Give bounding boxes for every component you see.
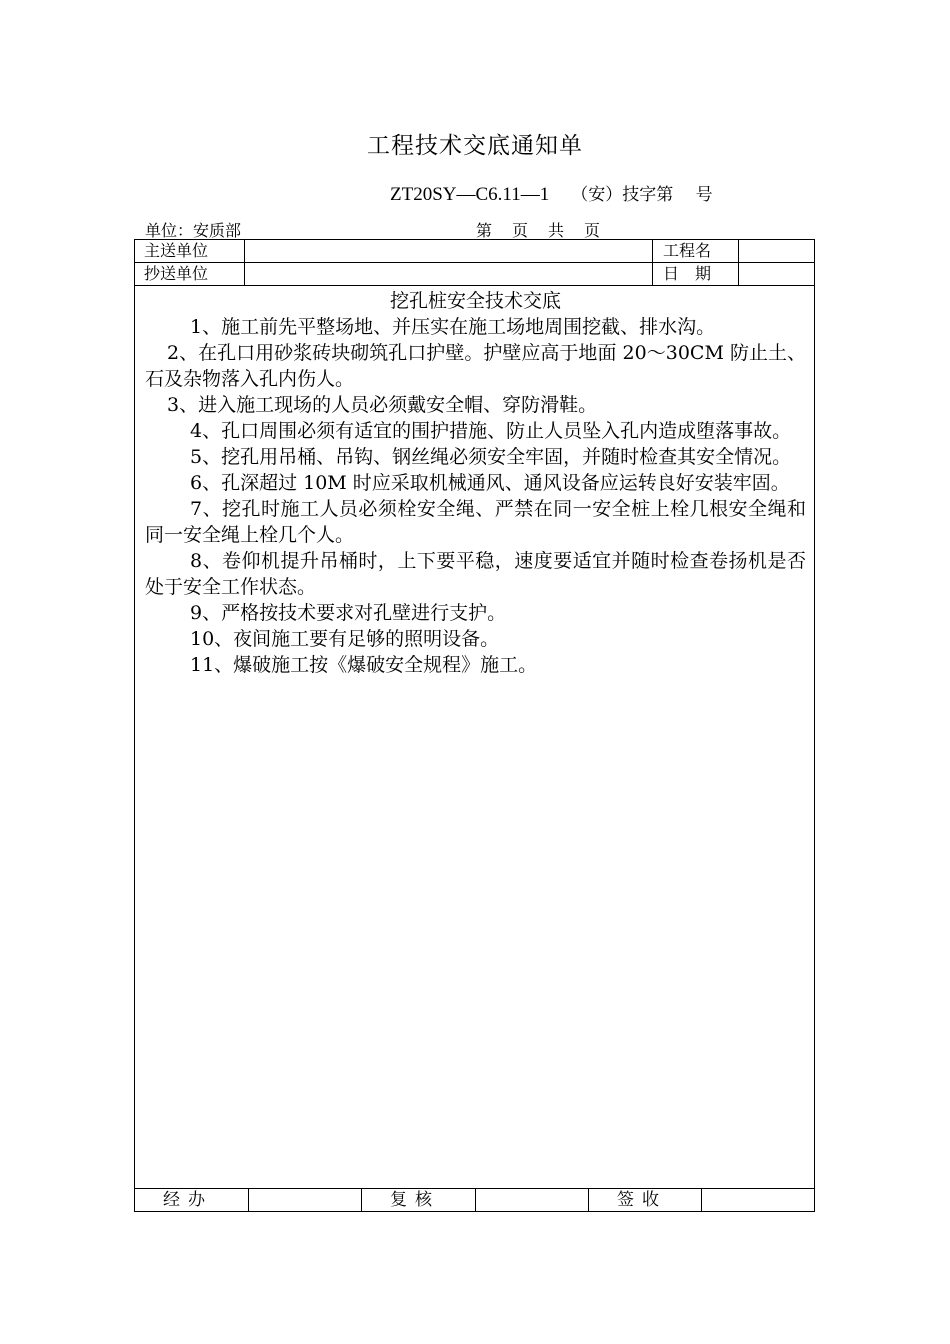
signature-row	[135, 1188, 814, 1211]
form-row-copy	[135, 263, 814, 286]
briefing-item: 8、卷仰机提升吊桶时，上下要平稳，速度要适宜并随时检查卷扬机是否处于安全工作状态。	[145, 550, 806, 598]
briefing-item: 1、施工前先平整场地、并压实在施工场地周围挖截、排水沟。	[190, 316, 716, 338]
briefing-title: 挖孔桩安全技术交底	[389, 290, 561, 312]
form-row-send	[135, 240, 814, 263]
handler-label: 经办	[135, 1189, 249, 1211]
review-label: 复核	[362, 1189, 476, 1211]
briefing-item: 7、挖孔时施工人员必须栓安全绳、严禁在同一安全桩上栓几根安全绳和同一安全绳上栓几个人。	[145, 498, 806, 546]
document-code: ZT20SY—C6.11—1	[390, 184, 550, 205]
briefing-item: 4、孔口周围必须有适宜的围护措施、防止人员坠入孔内造成堕落事故。	[190, 420, 792, 442]
document-code-line	[390, 180, 713, 206]
issuing-unit: 单位：安质部	[145, 221, 242, 240]
page-info: 第 页 共 页	[476, 221, 603, 240]
review-field[interactable]	[476, 1189, 589, 1211]
receive-field[interactable]	[702, 1189, 814, 1211]
send-to-field[interactable]	[245, 240, 653, 262]
briefing-item: 3、进入施工现场的人员必须戴安全帽、穿防滑鞋。	[167, 394, 598, 416]
handler-field[interactable]	[249, 1189, 362, 1211]
briefing-item: 9、严格按技术要求对孔壁进行支护。	[190, 602, 507, 624]
briefing-item: 11、爆破施工按《爆破安全规程》施工。	[190, 654, 538, 676]
briefing-item: 2、在孔口用砂浆砖块砌筑孔口护壁。护壁应高于地面 20～30CM 防止土、石及杂物落入孔内伤人。	[145, 342, 806, 390]
date-field[interactable]	[739, 263, 814, 285]
send-to-label: 主送单位	[135, 240, 245, 262]
briefing-item: 5、挖孔用吊桶、吊钩、钢丝绳必须安全牢固，并随时检查其安全情况。	[190, 446, 792, 468]
copy-to-field[interactable]	[245, 263, 653, 285]
date-label: 日 期	[653, 263, 739, 285]
project-name-field[interactable]	[739, 240, 814, 262]
briefing-content	[135, 287, 814, 678]
copy-to-label: 抄送单位	[135, 263, 245, 285]
project-name-label: 工程名	[653, 240, 739, 262]
document-number: （安）技字第 号	[571, 185, 713, 205]
briefing-item: 6、孔深超过 10M 时应采取机械通风、通风设备应运转良好安装牢固。	[190, 472, 790, 494]
receive-label: 签收	[589, 1189, 702, 1211]
notice-form	[134, 239, 815, 1212]
document-title: 工程技术交底通知单	[367, 133, 583, 159]
briefing-item: 10、夜间施工要有足够的照明设备。	[190, 628, 500, 650]
